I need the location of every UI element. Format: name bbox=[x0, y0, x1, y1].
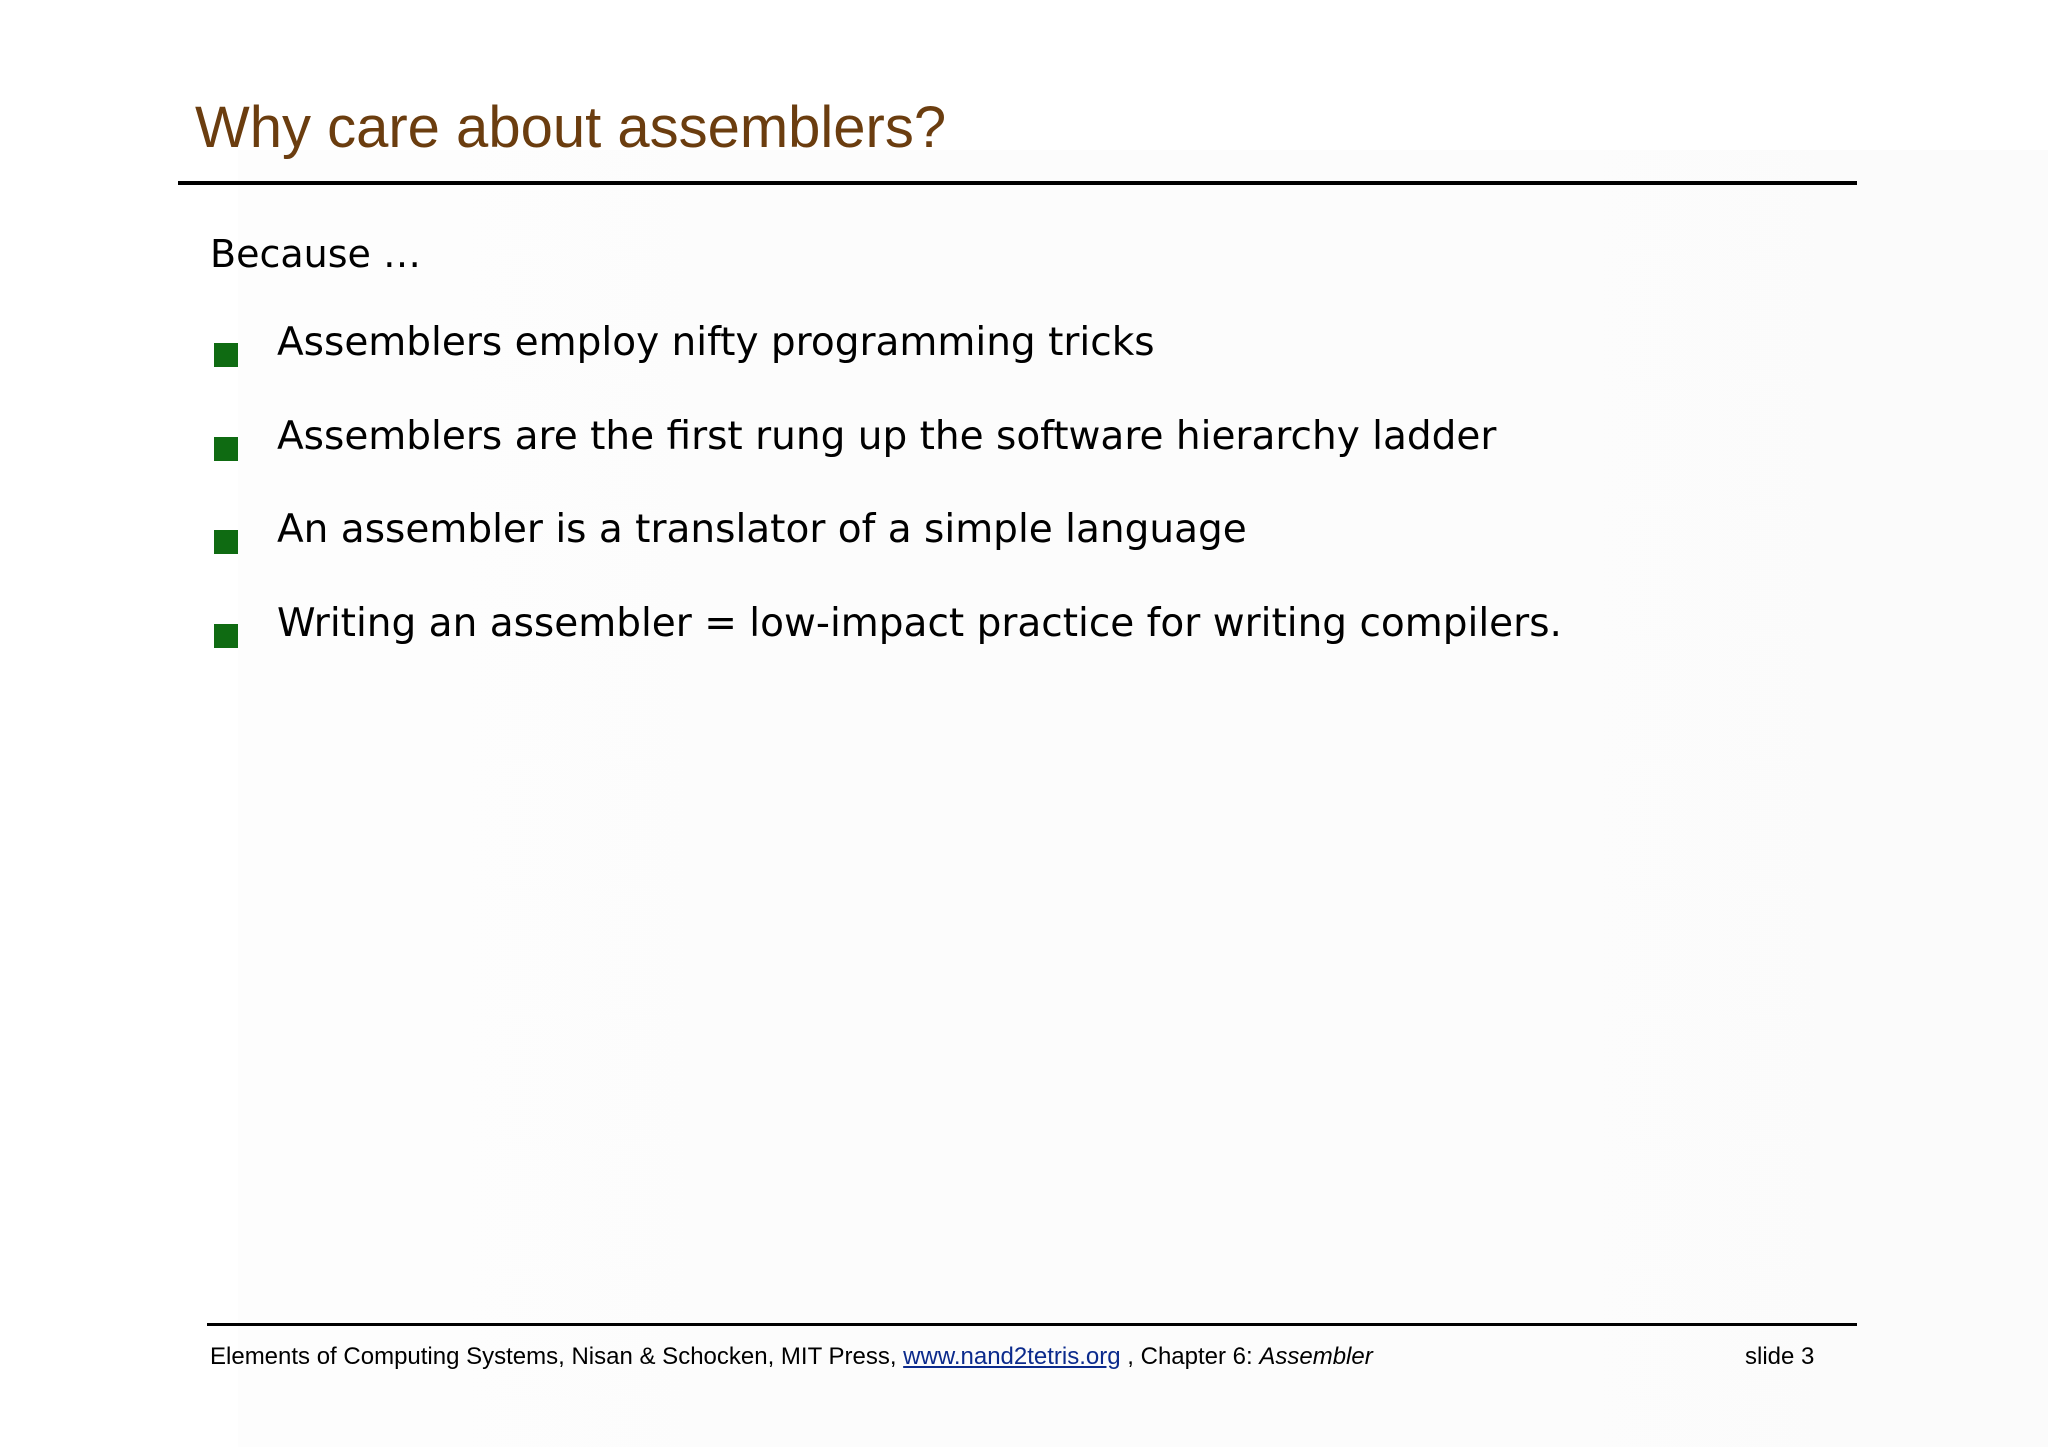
footer-citation-prefix: Elements of Computing Systems, Nisan & Schocken, MIT Press, bbox=[210, 1343, 897, 1370]
footer-chapter-prefix: , Chapter 6: bbox=[1127, 1343, 1253, 1370]
bullet-list bbox=[210, 320, 1562, 694]
bullet-square-icon bbox=[214, 624, 238, 648]
bullet-item bbox=[210, 414, 1562, 508]
bullet-text: An assembler is a translator of a simple language bbox=[277, 507, 1247, 552]
footer-citation bbox=[210, 1343, 1373, 1371]
bullet-text: Assemblers employ nifty programming tricks bbox=[277, 320, 1155, 365]
bullet-item bbox=[210, 507, 1562, 601]
footer-divider bbox=[207, 1323, 1857, 1326]
bullet-text: Writing an assembler = low-impact practice for writing compilers. bbox=[277, 600, 1562, 646]
bullet-square-icon bbox=[214, 343, 238, 367]
bullet-square-icon bbox=[214, 437, 238, 461]
nand2tetris-link[interactable]: www.nand2tetris.org bbox=[903, 1343, 1121, 1370]
slide-title: Why care about assemblers? bbox=[195, 95, 947, 160]
bullet-item bbox=[210, 601, 1562, 695]
bullet-item bbox=[210, 320, 1562, 414]
footer-chapter-name: Assembler bbox=[1259, 1343, 1373, 1370]
title-divider bbox=[178, 181, 1857, 185]
intro-text: Because … bbox=[210, 232, 421, 276]
slide-number: slide 3 bbox=[1745, 1343, 1815, 1370]
bullet-square-icon bbox=[214, 530, 238, 554]
bullet-text: Assemblers are the first rung up the software hierarchy ladder bbox=[277, 413, 1497, 459]
